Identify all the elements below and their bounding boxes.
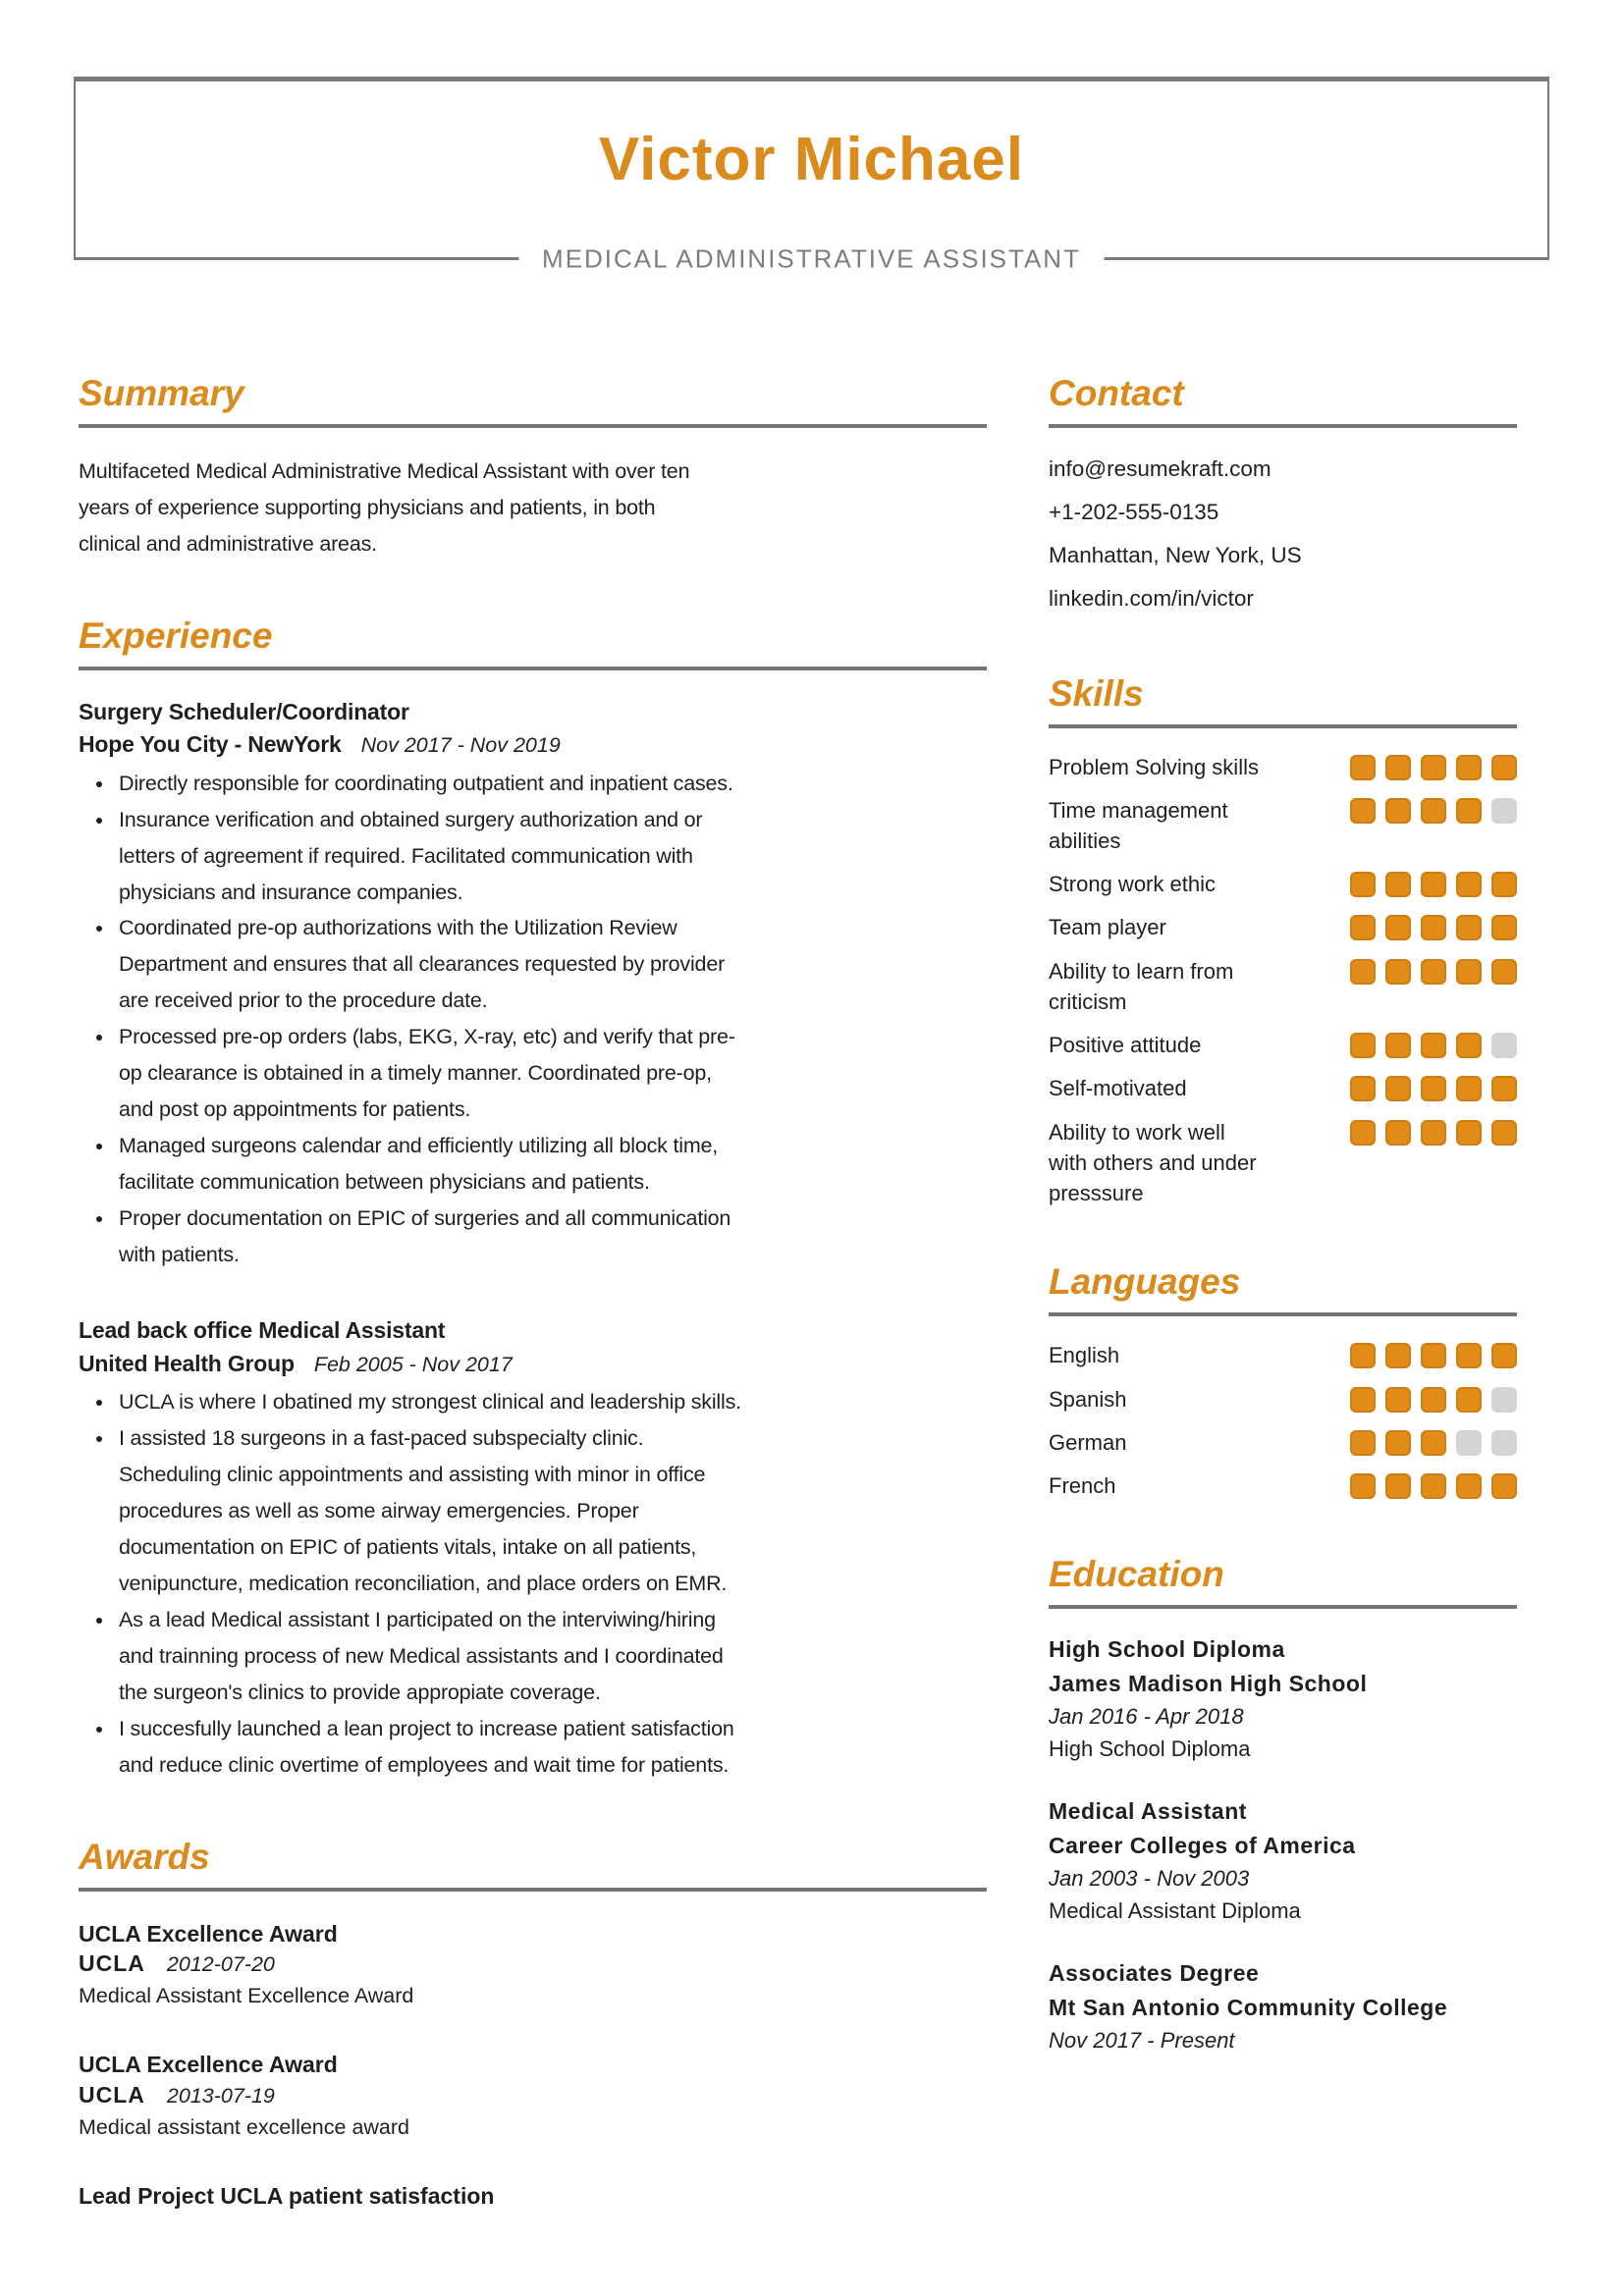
resume-header [74,77,1549,274]
section-contact [1049,373,1517,620]
rating-square-empty [1491,798,1517,824]
language-row [1049,1470,1517,1501]
section-skills [1049,673,1517,1209]
rating-square-filled [1350,1387,1376,1413]
job-dates: Nov 2017 - Nov 2019 [360,733,561,758]
award-title: UCLA Excellence Award [79,1920,338,1947]
rating-square-filled [1350,755,1376,780]
skill-row [1049,795,1517,856]
rating-square-filled [1350,1033,1376,1058]
rating-square-empty [1491,1033,1517,1058]
language-row [1049,1427,1517,1458]
contact-line: linkedin.com/in/victor [1049,585,1254,611]
education-degree: Medical Assistant [1049,1798,1247,1825]
left-column [79,373,987,2267]
rating-square-empty [1491,1387,1517,1413]
contact-heading: Contact [1049,373,1517,428]
rating-square-filled [1385,1343,1411,1368]
education-dates: Jan 2003 - Nov 2003 [1049,1866,1250,1892]
awards-heading: Awards [79,1837,987,1892]
job-bullet: • I succesfully launched a lean project to increase patient satisfaction and reduce clinic overtime of employees and wait time for patients. [115,1711,743,1784]
contact-line: info@resumekraft.com [1049,456,1271,481]
rating-square-filled [1385,959,1411,985]
skills-list [1049,752,1517,1209]
experience-job [79,1314,987,1783]
rating-square-filled [1421,1076,1446,1101]
rating-square-filled [1385,1387,1411,1413]
education-description: Medical Assistant Diploma [1049,1898,1301,1924]
rating-square-filled [1456,1033,1482,1058]
contact-lines [1049,448,1517,620]
rating-square-filled [1350,1076,1376,1101]
rating-square-filled [1456,872,1482,897]
rating-square-filled [1350,798,1376,824]
rating-square-filled [1421,1033,1446,1058]
rating-square-filled [1350,915,1376,940]
education-degree: High School Diploma [1049,1636,1285,1663]
language-label: French [1049,1473,1116,1499]
rating-square-filled [1491,959,1517,985]
rating-square-filled [1491,755,1517,780]
award-item [79,1917,987,2013]
skill-rating [1350,959,1517,985]
award-date: 2013-07-19 [166,2083,275,2108]
skill-rating [1350,1076,1517,1101]
job-bullet-list [79,766,743,1274]
education-item [1049,1632,1517,1765]
rating-square-filled [1456,959,1482,985]
rating-square-filled [1350,1343,1376,1368]
skill-row [1049,1117,1517,1209]
skill-row [1049,912,1517,942]
award-organization: UCLA [79,1950,145,1976]
education-school: Mt San Antonio Community College [1049,1994,1448,2020]
rating-square-filled [1491,872,1517,897]
skill-label: Ability to learn from criticism [1049,958,1234,1014]
skill-label: Time management abilities [1049,797,1228,853]
rating-square-filled [1456,1473,1482,1499]
rating-square-filled [1491,1120,1517,1146]
language-row [1049,1384,1517,1415]
award-date: 2012-07-20 [166,1952,275,1976]
rating-square-filled [1385,1430,1411,1456]
award-item [79,2048,987,2144]
skill-row [1049,752,1517,782]
job-company: United Health Group [79,1350,295,1376]
job-bullet: • As a lead Medical assistant I participated on the interviwing/hiring and trainning process of new Medical assistants and I coordinated the surgeon's clinics to provide appropiate coverage. [115,1602,743,1711]
rating-square-filled [1385,1120,1411,1146]
education-item [1049,1794,1517,1927]
job-bullet: • Managed surgeons calendar and efficiently utilizing all block time, facilitate communication between physicians and patients. [115,1128,743,1201]
section-experience [79,615,987,1784]
skill-label: Team player [1049,915,1166,940]
job-bullet: • Coordinated pre-op authorizations with the Utilization Review Department and ensures that all clearances requested by provider are received prior to the procedure date. [115,910,743,1019]
skill-label: Ability to work well with others and under presssure [1049,1119,1257,1206]
rating-square-filled [1385,798,1411,824]
education-degree: Associates Degree [1049,1960,1260,1987]
section-summary [79,373,987,562]
rating-square-filled [1421,798,1446,824]
rating-square-filled [1421,1387,1446,1413]
language-label: Spanish [1049,1386,1127,1412]
rating-square-filled [1491,1473,1517,1499]
education-description: High School Diploma [1049,1736,1251,1762]
education-school: James Madison High School [1049,1670,1368,1696]
rating-square-filled [1421,1473,1446,1499]
rating-square-filled [1350,1120,1376,1146]
summary-text: Multifaceted Medical Administrative Medical Assistant with over ten years of experience supporting physicians and patients, in both clinical and administrative areas. [79,459,690,556]
skill-rating [1350,872,1517,897]
contact-line: Manhattan, New York, US [1049,542,1302,567]
skill-rating [1350,798,1517,824]
job-dates: Feb 2005 - Nov 2017 [313,1352,513,1376]
rating-square-filled [1456,798,1482,824]
job-bullet: • Directly responsible for coordinating outpatient and inpatient cases. [115,766,743,802]
rating-square-filled [1385,1033,1411,1058]
rating-square-filled [1456,1120,1482,1146]
rating-square-filled [1421,959,1446,985]
section-education [1049,1554,1517,2056]
language-label: German [1049,1429,1127,1455]
education-dates: Jan 2016 - Apr 2018 [1049,1704,1244,1730]
skill-label: Strong work ethic [1049,872,1216,897]
award-description: Medical assistant excellence award [79,2114,409,2139]
rating-square-empty [1456,1430,1482,1456]
job-title: Lead back office Medical Assistant [79,1317,446,1344]
skill-row [1049,869,1517,899]
job-bullet: • I assisted 18 surgeons in a fast-paced subspecialty clinic. Scheduling clinic appointments and assisting with minor in office procedures as well as some airway emergencies. Proper documentation on EPIC of patients vitals, intake on all patients, venipuncture, medication reconciliation, and place orders on EMR. [115,1420,743,1602]
award-description: Medical Assistant Excellence Award [79,1984,414,2007]
rating-square-filled [1385,1473,1411,1499]
job-title: Surgery Scheduler/Coordinator [79,698,409,724]
job-bullet-list [79,1384,743,1784]
person-name: Victor Michael [598,126,1025,193]
rating-square-filled [1421,1343,1446,1368]
languages-list [1049,1340,1517,1501]
rating-square-filled [1456,1387,1482,1413]
rating-square-filled [1421,755,1446,780]
skill-label: Positive attitude [1049,1033,1202,1058]
rating-square-filled [1421,1430,1446,1456]
rating-square-filled [1421,1120,1446,1146]
rating-square-filled [1456,1076,1482,1101]
rating-square-filled [1385,872,1411,897]
language-rating [1350,1430,1517,1456]
skill-row [1049,1030,1517,1060]
skill-label: Self-motivated [1049,1076,1187,1101]
rating-square-filled [1350,872,1376,897]
language-row [1049,1340,1517,1370]
award-org-line [79,2082,987,2109]
job-company-line [79,728,987,761]
award-item [79,2179,987,2214]
rating-square-filled [1350,1430,1376,1456]
rating-square-filled [1491,915,1517,940]
award-title: Lead Project UCLA patient satisfaction [79,2183,495,2210]
rating-square-filled [1421,915,1446,940]
rating-square-filled [1350,1473,1376,1499]
skill-rating [1350,915,1517,940]
languages-heading: Languages [1049,1261,1517,1316]
skill-rating [1350,1120,1517,1146]
skill-row [1049,1073,1517,1103]
skill-label: Problem Solving skills [1049,754,1259,779]
job-company-line [79,1348,987,1380]
rating-square-filled [1456,915,1482,940]
skill-row [1049,956,1517,1017]
rating-square-filled [1491,1076,1517,1101]
summary-heading: Summary [79,373,987,428]
experience-job [79,696,987,1273]
education-school: Career Colleges of America [1049,1832,1356,1858]
section-languages [1049,1261,1517,1501]
rating-square-filled [1456,1343,1482,1368]
language-rating [1350,1343,1517,1368]
job-bullet: • Processed pre-op orders (labs, EKG, X-ray, etc) and verify that pre-op clearance is obtained in a timely manner. Coordinated pre-op, and post op appointments for patients. [115,1019,743,1128]
skill-rating [1350,1033,1517,1058]
award-organization: UCLA [79,2081,145,2108]
rating-square-filled [1385,915,1411,940]
rating-square-filled [1456,755,1482,780]
job-bullet: • Proper documentation on EPIC of surgeries and all communication with patients. [115,1201,743,1273]
award-title: UCLA Excellence Award [79,2052,338,2078]
rating-square-empty [1491,1430,1517,1456]
job-company: Hope You City - NewYork [79,731,342,758]
rating-square-filled [1385,1076,1411,1101]
skill-rating [1350,755,1517,780]
job-bullet: • Insurance verification and obtained surgery authorization and or letters of agreement if required. Facilitated communication with physicians and insurance companies. [115,802,743,911]
person-job-title: MEDICAL ADMINISTRATIVE ASSISTANT [518,243,1105,274]
language-rating [1350,1473,1517,1499]
education-dates: Nov 2017 - Present [1049,2028,1235,2054]
rating-square-filled [1350,959,1376,985]
right-column [1049,373,1517,2267]
job-bullet: • UCLA is where I obatined my strongest clinical and leadership skills. [115,1384,743,1420]
rating-square-filled [1491,1343,1517,1368]
education-item [1049,1956,1517,2056]
section-awards [79,1837,987,2214]
education-heading: Education [1049,1554,1517,1609]
skills-heading: Skills [1049,673,1517,728]
content-columns [79,373,1517,2267]
rating-square-filled [1421,872,1446,897]
experience-heading: Experience [79,615,987,670]
award-org-line [79,1950,987,1977]
rating-square-filled [1385,755,1411,780]
contact-line: +1-202-555-0135 [1049,499,1219,524]
language-rating [1350,1387,1517,1413]
language-label: English [1049,1343,1120,1368]
